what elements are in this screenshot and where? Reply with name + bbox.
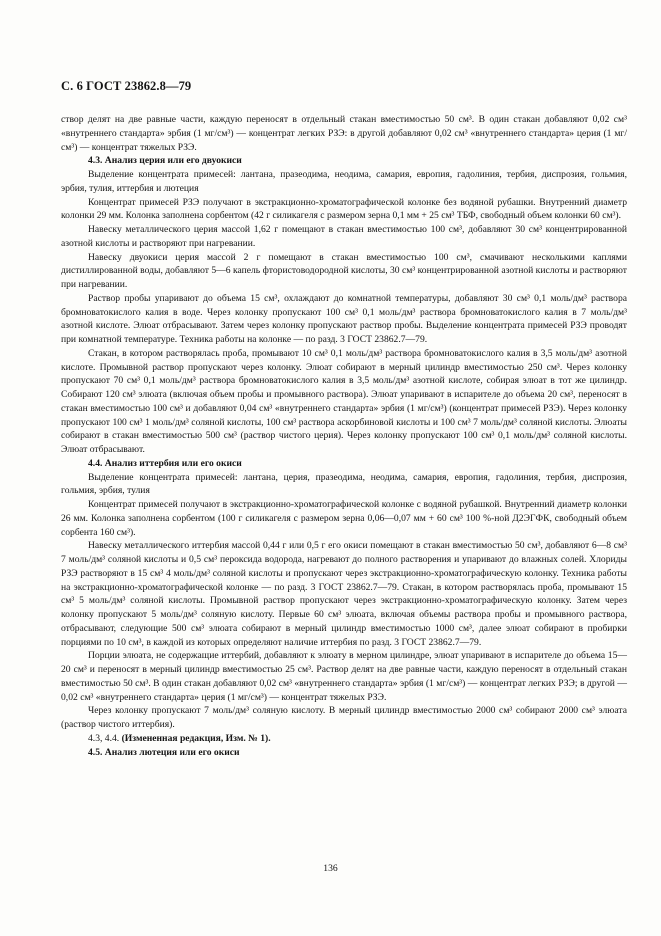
section-heading-4-3: 4.3. Анализ церия или его двуокиси	[88, 155, 242, 167]
paragraph: Выделение концентрата примесей: лантана, церия, празеодима, неодима, самария, европия, гадолиния, тербия, диспрозия, гольмия, эрбия, тулия	[61, 471, 627, 497]
amendment-note-bold: (Измененная редакция, Изм. № 1).	[121, 732, 271, 744]
paragraph: Раствор пробы упаривают до объема 15 см³, охлаждают до комнатной температуры, добавляют 30 см³ 0,1 моль/дм³ раствора бромноватокислого калия в воде. Через колонку пропускают 100 см³ 0,1 моль/дм³ раствора бромноватокислого калия в 7 моль/дм³ азотной кислоте. Элюат отбрасывают. Затем через колонку пропускают раствор пробы. Выделение концентрата примесей РЗЭ проводят при комнатной температуре. Техника работы на колонке — по разд. 3 ГОСТ 23862.7—79.	[61, 292, 627, 345]
amendment-note-prefix: 4.3, 4.4.	[88, 732, 122, 744]
paragraph: Стакан, в котором растворялась проба, промывают 10 см³ 0,1 моль/дм³ раствора бромноватокислого калия в 3,5 моль/дм³ азотной кислоте. Промывной раствор пропускают через колонку. Элюат собирают в мерный цилиндр вместимостью 250 см³. Через колонку пропускают 70 см³ 0,1 моль/дм³ раствора бромноватокислого калия в 3,5 моль/дм³ азотной кислоте, собирая элюат в тот же цилиндр. Собирают 120 см³ элюата (включая объем пробы и промывного раствора). Элюат упаривают в испарителе до объема 20 см³, переносят в стакан вместимостью 100 см³ и добавляют 0,04 см³ «внутреннего стандарта» эрбия (1 мг/см³) (концентрат примесей РЗЭ). Через колонку пропускают 100 см³ 1 моль/дм³ соляной кислоты, 100 см³ раствора аскорбиновой кислоты и 100 см³ 7 моль/дм³ соляной кислоты. Элюаты собирают в стакан вместимостью 500 см³ (раствор чистого церия). Через колонку пропускают 100 см³ 0,1 моль/дм³ соляной кислоты. Элюат отбрасывают.	[61, 347, 627, 455]
paragraph: Через колонку пропускают 7 моль/дм³ соляную кислоту. В мерный цилиндр вместимостью 2000 см³ собирают 2000 см³ элюата (раствор чистого иттербия).	[61, 705, 627, 730]
section-heading-4-4: 4.4. Анализ иттербия или его окиси	[88, 457, 242, 469]
paragraph: Порции элюата, не содержащие иттербий, добавляют к элюату в мерном цилиндре, элюат упаривают в испарителе до объема 15—20 см³ и переносят в мерный цилиндр вместимостью 25 см³. Раствор делят на две равные части, каждую переносят в отдельный стакан вместимостью 50 см³. В один стакан добавляют 0,02 см³ «внутреннего стандарта» эрбия (1 мг/см³) — концентрат легких РЗЭ; в другой — 0,02 см³ «внутреннего стандарта» церия (1 мг/см³) — концентрат тяжелых РЗЭ.	[61, 650, 627, 703]
paragraph: Навеску металлического иттербия массой 0,44 г или 0,5 г его окиси помещают в стакан вместимостью 50 см³, добавляют 6—8 см³ 7 моль/дм³ соляной кислоты и 0,5 см³ пероксида водорода, нагревают до полного растворения и упаривают до влажных солей. Хлориды РЗЭ растворяют в 15 см³ 4 моль/дм³ соляной кислоты и пропускают через экстракционно-хроматографическую колонку. Техника работы на экстракционно-хроматографической колонке — по разд. 3 ГОСТ 23862.7—79. Стакан, в котором растворялась проба, промывают 15 см³ 5 моль/дм³ соляной кислоты. Промывной раствор пропускают через экстракционно-хроматографическую колонку. Затем через колонку пропускают 5 моль/дм³ соляную кислоту. Первые 60 см³ элюата, включая объемы раствора пробы и промывного раствора, отбрасывают, следующие 500 см³ элюата собирают в мерный цилиндр вместимостью 1000 см³, далее элюат собирают в пробирки порциями по 10 см³, в каждой из которых определяют наличие иттербия по разд. 3 ГОСТ 23862.7—79.	[61, 540, 627, 648]
page-header: С. 6 ГОСТ 23862.8—79	[61, 79, 192, 93]
paragraph: Навеску двуокиси церия массой 2 г помещают в стакан вместимостью 100 см³, смачивают несколькими каплями дистиллированной воды, добавляют 5—6 капель фтористоводородной кислоты, 30 см³ концентрированной азотной кислоты и растворяют при нагревании.	[61, 251, 627, 290]
paragraph: створ делят на две равные части, каждую переносят в отдельный стакан вместимостью 50 см³. В один стакан добавляют 0,02 см³ «внутреннего стандарта» эрбия (1 мг/см³) — концентрат легких РЗЭ: в другой добавляют 0,02 см³ «внутреннего стандарта» церия (1 мг/см³) — концентрат тяжелых РЗЭ.	[61, 114, 627, 153]
body-text	[61, 113, 627, 759]
paragraph: Выделение концентрата примесей: лантана, празеодима, неодима, самария, европия, гадолиния, тербия, диспрозия, гольмия, эрбия, тулия, иттербия и лютеция	[61, 169, 627, 194]
paragraph: Навеску металлического церия массой 1,62 г помещают в стакан вместимостью 100 см³, добавляют 30 см³ концентрированной азотной кислоты и растворяют при нагревании.	[61, 224, 627, 249]
amendment-note	[61, 732, 627, 746]
section-heading-4-5: 4.5. Анализ лютеция или его окиси	[88, 746, 240, 758]
page-number: 136	[323, 863, 338, 874]
paragraph: Концентрат примесей получают в экстракционно-хроматографической колонке с водяной рубашкой. Внутренний диаметр колонки 26 мм. Колонка заполнена сорбентом (100 г силикагеля с размером зерна 0,06—0,07 мм + 60 см³ 100 %-ной Д2ЭГФК, свободный объем сорбента 160 см³).	[61, 499, 627, 538]
paragraph: Концентрат примесей РЗЭ получают в экстракционно-хроматографической колонке без водяной рубашки. Внутренний диаметр колонки 29 мм. Колонка заполнена сорбентом (42 г силикагеля с размером зерна 0,1 мм + 25 см³ ТБФ, свободный объем колонки 60 см³).	[61, 196, 627, 222]
